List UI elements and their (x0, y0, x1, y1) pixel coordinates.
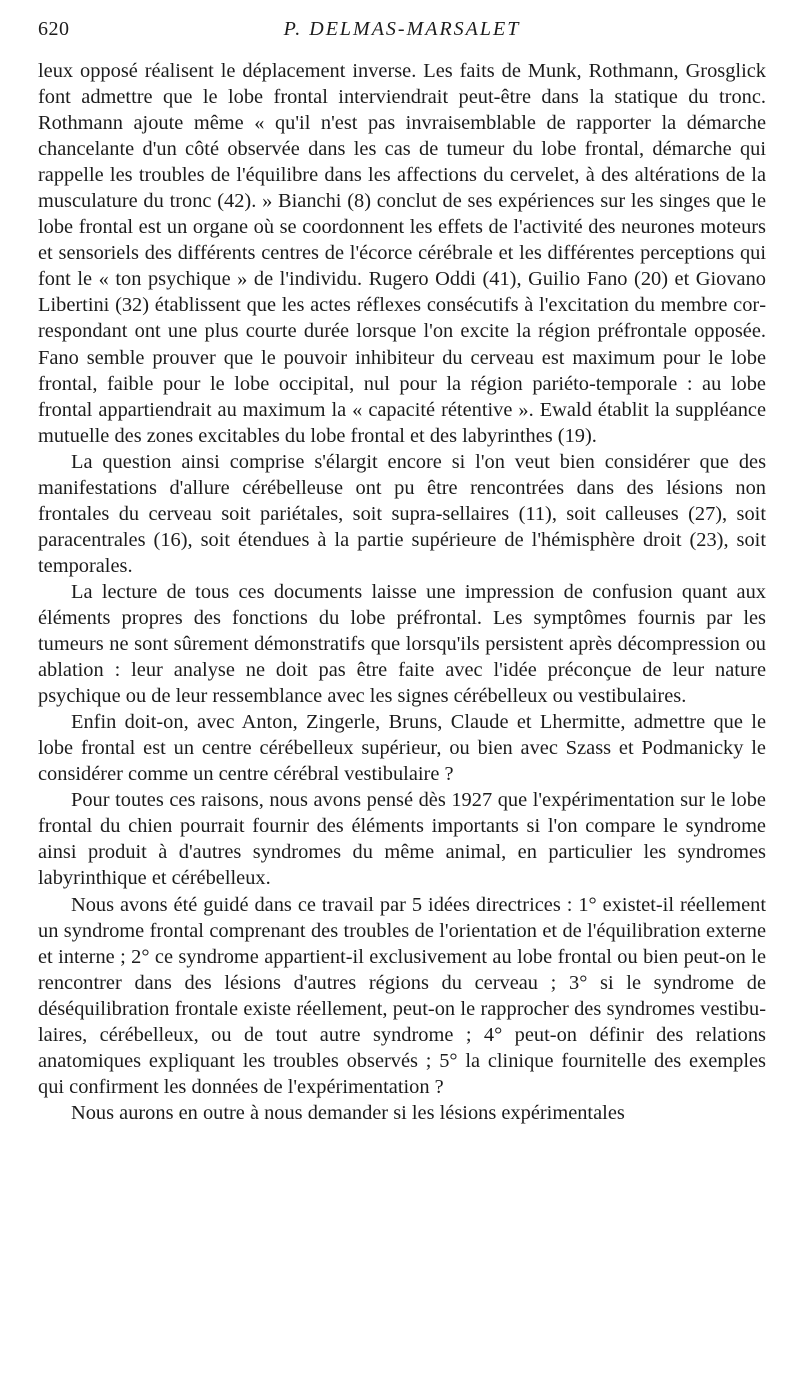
paragraph: Nous avons été guidé dans ce travail par 5 idées directrices : 1° existet-il réellement un syndrome frontal comprenant des troubles de l'orientation et de l'équilibration externe et interne ; 2° ce syndrome appartient-il exclusivement au lobe frontal ou bien peut-on le rencontrer dans des lésions d'autres régions du cerveau ; 3° si le syndrome de déséquilibration frontale existe réellement, peut-on le rapprocher des syndromes vestibulaires, cérébelleux, ou de tout autre syndrome ; 4° peut-on définir des relations anatomiques expliquant les troubles observés ; 5° la clinique fournitelle des exemples qui confirment les données de l'expérimentation ? (38, 893, 766, 1098)
paragraph: Nous aurons en outre à nous demander si les lésions expérimentales (71, 1101, 625, 1124)
paragraph: Enfin doit-on, avec Anton, Zingerle, Bruns, Claude et Lhermitte, admettre que le lobe frontal est un centre cérébelleux supérieur, ou bien avec Szass et Podmanicky le considérer comme un centre cérébral vestibulaire ? (38, 711, 766, 786)
paragraph: La lecture de tous ces documents laisse une impression de confusion quant aux éléments propres des fonctions du lobe préfrontal. Les symptômes fournis par les tumeurs ne sont sûrement démonstratifs que lorsqu'ils persistent après décompression ou ablation : leur analyse ne doit pas être faite avec l'idée préconçue de leur nature psychique ou de leur ressemblance avec les signes cérébelleux ou vestibulaires. (38, 580, 766, 708)
body-text (38, 58, 766, 1126)
paragraph-continued: leux opposé réalisent le déplacement inverse. Les faits de Munk, Rothmann, Grosglick font admettre que le lobe frontal interviendrait peut-être dans la statique du tronc. Rothmann ajoute même « qu'il n'est pas invraisemblable de rapporter la démarche chancelante d'un côté observée dans les cas de tumeur du lobe frontal, démarche qui rappelle les troubles de l'équilibre dans les affections du cervelet, à des altérations de la musculature du tronc (42). » Bianchi (8) conclut de ses expériences sur les singes que le lobe frontal est un organe où se coordonnent les effets de l'activité des neurones moteurs et sensoriels des différents centres de l'écorce cérébrale et les différentes perceptions qui font le « ton psychique » de l'individu. Rugero Oddi (41), Guilio Fano (20) et Giovano Libertini (32) établissent que les actes réflexes consécutifs à l'excitation du membre correspondant ont une plus courte durée lorsque l'on excite la région préfrontale opposée. Fano semble prouver que le pouvoir inhibiteur du cerveau est maximum pour le lobe frontal, faible pour le lobe occipital, nul pour la région pariéto-temporale : au lobe frontal appartiendrait au maximum la « capacité rétentive ». Ewald établit la suppléance mutuelle des zones excitables du lobe frontal et des labyrinthes (19). (38, 60, 766, 447)
page (38, 10, 766, 1126)
paragraph: La question ainsi comprise s'élargit encore si l'on veut bien considérer que des manifestations d'allure cérébelleuse ont pu être rencontrées dans des lésions non frontales du cerveau soit pariétales, soit supra-sellaires (11), soit calleuses (27), soit paracentrales (16), soit étendues à la partie supérieure de l'hémisphère droit (23), soit temporales. (38, 450, 766, 577)
page-number: 620 (38, 18, 70, 40)
paragraph: Pour toutes ces raisons, nous avons pensé dès 1927 que l'expérimentation sur le lobe frontal du chien pourrait fournir des éléments importants si l'on compare le syndrome ainsi produit à d'autres syndromes du même animal, en particulier les syndromes labyrinthique et cérébelleux. (38, 789, 766, 890)
running-head: P. DELMAS-MARSALET (283, 18, 521, 40)
page-header (38, 10, 766, 58)
